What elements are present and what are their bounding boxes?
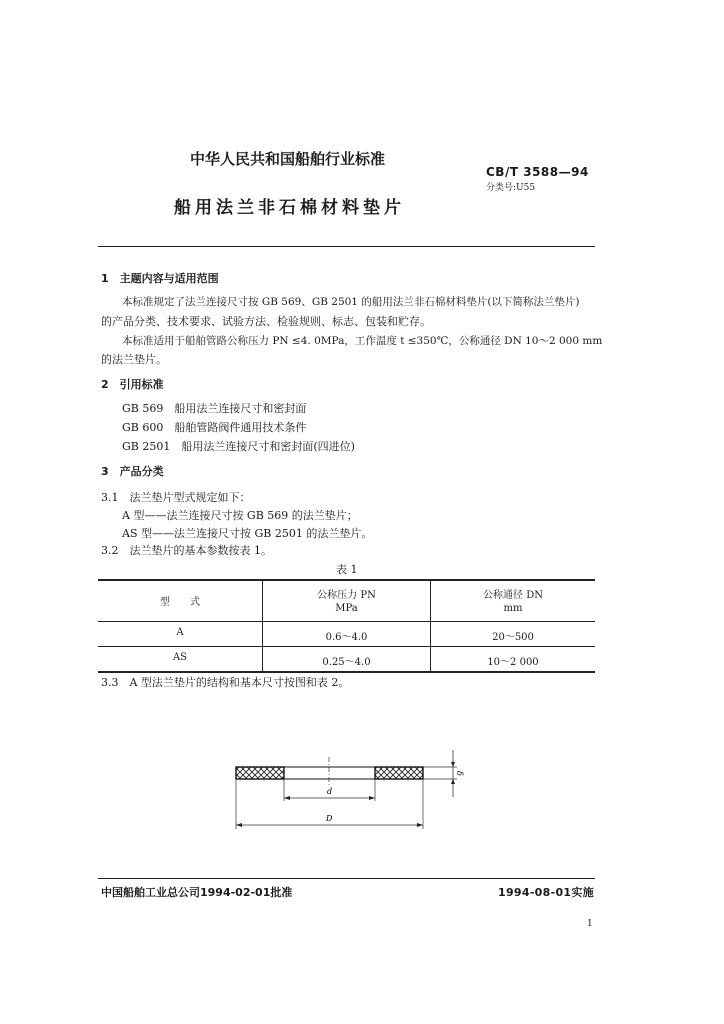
section-1-paragraph-1-line-1: 本标准规定了法兰连接尺寸按 GB 569、GB 2501 的船用法兰非石棉材料垫片(以下简称法兰垫片) (122, 296, 580, 308)
section-1-paragraph-1-line-2: 的产品分类、技术要求、试验方法、检验规则、标志、包装和贮存。 (101, 315, 431, 328)
section-1-paragraph-2-line-1: 本标准适用于船舶管路公称压力 PN ≤4. 0MPa，工作温度 t ≤350℃，公称通径 DN 10～2 000 mm (122, 335, 603, 347)
table-header-pn: 公称压力 PN (317, 590, 376, 601)
table-header-type: 型 式 (160, 597, 200, 608)
reference-standard-3: GB 2501 船用法兰连接尺寸和密封面(四进位) (122, 440, 355, 453)
table-row-2-type: AS (172, 652, 188, 663)
section-1-heading: 1 主题内容与适用范围 (101, 272, 219, 285)
table-row-1-dn: 20～500 (492, 632, 534, 643)
gasket-right-section (375, 767, 423, 779)
figure-label-delta: δ (455, 771, 464, 776)
page-number: 1 (587, 919, 593, 929)
table-row-1-pn: 0.6～4.0 (325, 632, 368, 643)
reference-standard-2: GB 600 船舶管路阀件通用技术条件 (122, 421, 307, 434)
table-row-1-type: A (176, 627, 184, 638)
table-top-rule (98, 579, 595, 581)
section-2-heading: 2 引用标准 (101, 378, 164, 391)
org-title: 中华人民共和国船舶行业标准 (190, 150, 386, 168)
footer-rule (98, 878, 595, 879)
classification-number: 分类号:U55 (486, 183, 536, 193)
table-1-caption: 表 1 (336, 563, 358, 576)
header-rule (98, 246, 595, 247)
clause-3-1-type-a: A 型——法兰连接尺寸按 GB 569 的法兰垫片； (122, 509, 358, 522)
table-header-dn-unit: mm (503, 603, 523, 614)
implementation-date: 1994-08-01实施 (498, 886, 594, 899)
standard-number: CB/T 3588—94 (486, 165, 589, 179)
figure-label-D: D (326, 814, 333, 823)
table-row-2-dn: 10～2 000 (487, 657, 539, 668)
document-title: 船用法兰非石棉材料垫片 (174, 198, 405, 218)
table-row-rule (98, 646, 595, 647)
reference-standard-1: GB 569 船用法兰连接尺寸和密封面 (122, 402, 307, 415)
section-3-heading: 3 产品分类 (101, 465, 164, 478)
gasket-cross-section-figure (225, 745, 475, 840)
table-header-dn: 公称通径 DN (483, 590, 543, 601)
figure-label-d: d (327, 787, 333, 796)
section-1-paragraph-2-line-2: 的法兰垫片。 (101, 353, 167, 366)
approval-statement: 中国船舶工业总公司1994-02-01批准 (101, 886, 293, 899)
clause-3-2: 3.2 法兰垫片的基本参数按表 1。 (101, 544, 272, 557)
clause-3-3: 3.3 A 型法兰垫片的结构和基本尺寸按图和表 2。 (101, 676, 350, 689)
table-header-rule (98, 621, 595, 622)
table-header-pn-unit: MPa (335, 603, 358, 614)
gasket-left-section (236, 767, 284, 779)
clause-3-1-type-as: AS 型——法兰连接尺寸按 GB 2501 的法兰垫片。 (122, 527, 373, 540)
clause-3-1: 3.1 法兰垫片型式规定如下： (101, 491, 251, 504)
table-row-2-pn: 0.25～4.0 (322, 657, 371, 668)
